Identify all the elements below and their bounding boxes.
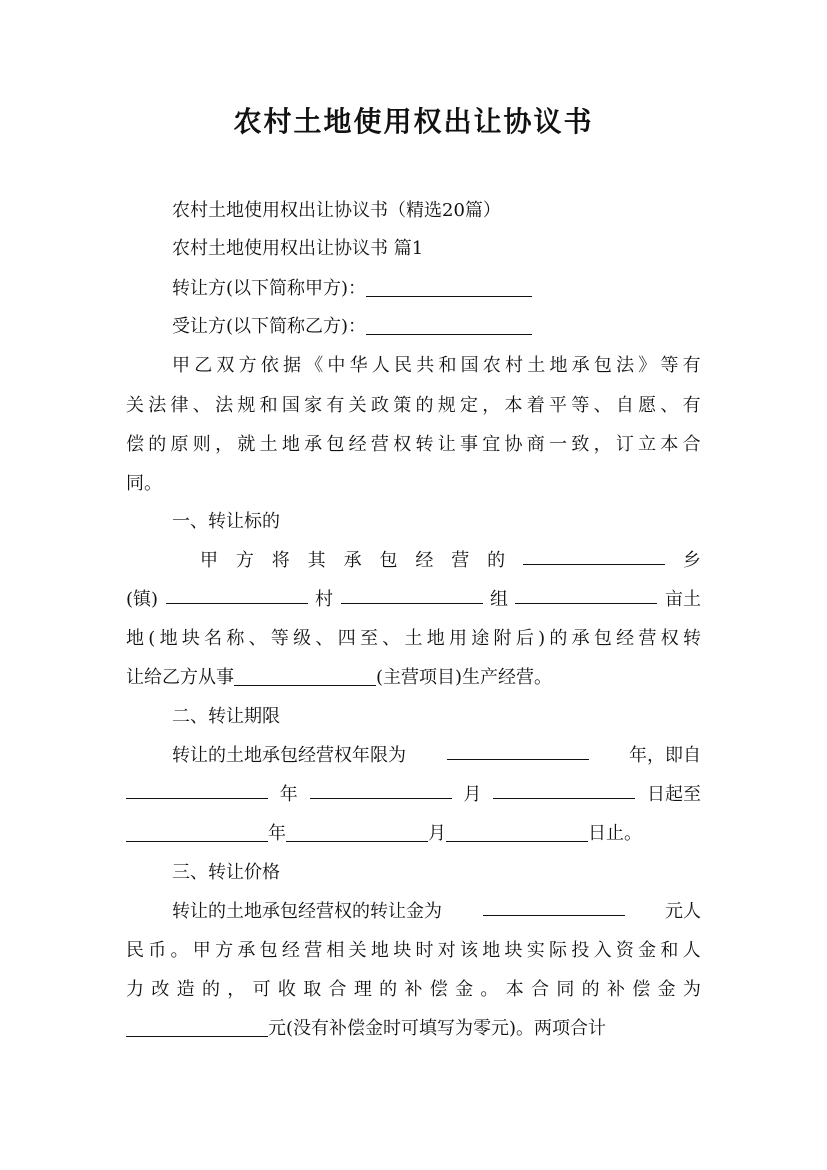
village-blank[interactable]: [341, 581, 483, 604]
years-blank[interactable]: [447, 737, 589, 760]
section2-line3: 年 月 日止。: [126, 815, 701, 853]
section2-line1: 转让的土地承包经营权年限为 年，即自: [172, 737, 701, 775]
price-blank[interactable]: [483, 893, 625, 916]
start-year-blank[interactable]: [126, 776, 268, 799]
transferee-blank[interactable]: [366, 312, 532, 335]
transferor-blank[interactable]: [366, 274, 532, 297]
transferor-line: [172, 270, 701, 308]
start-month-blank[interactable]: [310, 776, 452, 799]
document-subtitle: 农村土地使用权出让协议书（精选20篇）: [172, 200, 501, 221]
section3-line4: 元(没有补偿金时可填写为零元)。两项合计: [126, 1010, 701, 1048]
transferor-label: 转让方(以下简称甲方)：: [172, 278, 367, 299]
township-blank[interactable]: [523, 542, 665, 565]
section3-line2: 民 币 。 甲 方 承 包 经 营 相 关 地 块 时 对 该 地 块 实 际 投 入 资 金 和 人: [126, 940, 701, 961]
preamble-line: 同。: [126, 473, 162, 494]
section1-heading: 一、转让标的: [172, 511, 280, 532]
start-day-blank[interactable]: [493, 776, 635, 799]
document-title: 农村土地使用权出让协议书: [233, 105, 594, 138]
part-heading: 农村土地使用权出让协议书 篇1: [172, 238, 424, 259]
section2-line2: 年 月 日起至: [126, 776, 701, 814]
section1-line4: 让给乙方从事 (主营项目)生产经营。: [126, 659, 701, 697]
project-blank[interactable]: [234, 663, 376, 686]
section2-heading: 二、转让期限: [172, 706, 280, 727]
section3-line3: 力 改 造 的 ， 可 收 取 合 理 的 补 偿 金 。 本 合 同 的 补 偿 金 为: [126, 979, 701, 1000]
end-day-blank[interactable]: [446, 819, 588, 842]
section1-line1: 甲 方 将 其 承 包 经 营 的 乡: [200, 542, 701, 580]
town-blank[interactable]: [166, 581, 308, 604]
transferee-line: [172, 308, 701, 346]
group-blank[interactable]: [515, 581, 657, 604]
preamble-line: 关 法 律 、 法 规 和 国 家 有 关 政 策 的 规 定 ， 本 着 平 等 、 自 愿 、 有: [126, 395, 701, 416]
section1-line3: 地 ( 地 块 名 称 、 等 级 、 四 至 、 土 地 用 途 附 后 ) 的 承 包 经 营 权 转: [126, 628, 701, 649]
compensation-blank[interactable]: [126, 1014, 268, 1037]
section3-line1: 转让的土地承包经营权的转让金为 元人: [172, 893, 701, 931]
transferee-label: 受让方(以下简称乙方)：: [172, 316, 367, 337]
preamble-line: 甲 乙 双 方 依 据 《 中 华 人 民 共 和 国 农 村 土 地 承 包 法 》 等 有: [172, 355, 701, 376]
preamble-line: 偿 的 原 则 ， 就 土 地 承 包 经 营 权 转 让 事 宜 协 商 一 致 ， 订 立 本 合: [126, 434, 701, 455]
end-month-blank[interactable]: [286, 819, 428, 842]
end-year-blank[interactable]: [126, 819, 268, 842]
section3-heading: 三、转让价格: [172, 862, 280, 883]
section1-line2: (镇) 村 组 亩土: [126, 581, 701, 619]
